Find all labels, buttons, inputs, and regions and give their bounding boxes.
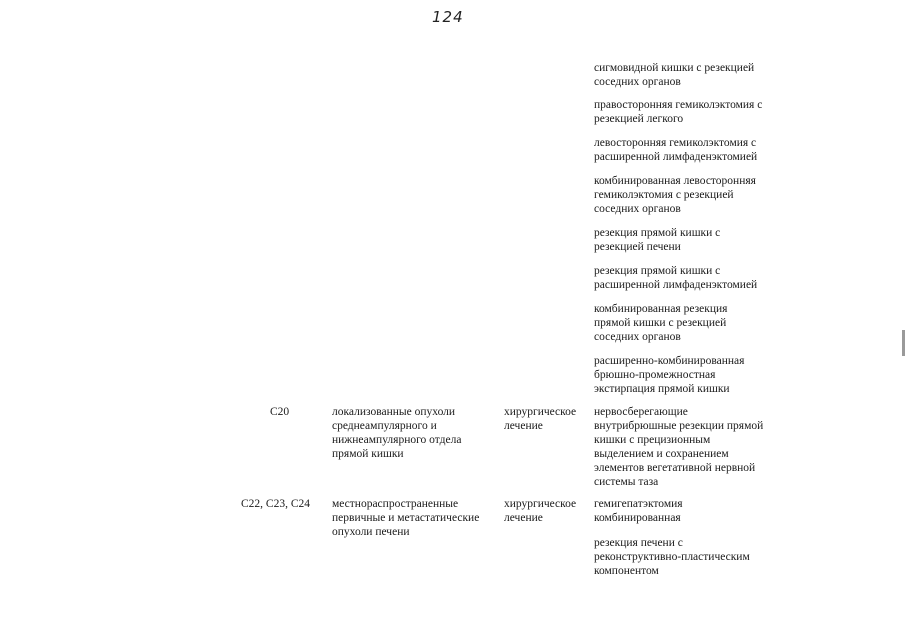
procedure-item: сигмовидной кишки с резекцией соседних органов	[594, 62, 755, 88]
procedure-item: правосторонняя гемиколэктомия с резекцией легкого	[594, 99, 763, 125]
procedure-item: резекция прямой кишки с резекцией печени	[594, 227, 721, 253]
diagnosis-code: C22, C23, C24	[241, 498, 311, 510]
procedure-item: левосторонняя гемиколэктомия с расширенной лимфаденэктомией	[594, 137, 758, 163]
procedure-item: гемигепатэктомия комбинированная	[594, 498, 683, 524]
procedure-item: резекция печени с реконструктивно-пластическим компонентом	[594, 537, 750, 577]
procedure-item: резекция прямой кишки с расширенной лимфаденэктомией	[594, 265, 758, 291]
procedure-item: расширенно-комбинированная брюшно-промежностная экстирпация прямой кишки	[594, 355, 745, 395]
treatment-type: хирургическое лечение	[504, 498, 577, 524]
diagnosis-code: C20	[270, 406, 290, 418]
treatment-type: хирургическое лечение	[504, 406, 577, 432]
page-number: 124	[432, 8, 464, 26]
procedure-item: комбинированная резекция прямой кишки с резекцией соседних органов	[594, 303, 728, 343]
procedure-item: комбинированная левосторонняя гемиколэктомия с резекцией соседних органов	[594, 175, 756, 215]
diagnosis-description: локализованные опухоли среднеампулярного и нижнеампулярного отдела прямой кишки	[332, 406, 462, 460]
procedure-item: нервосберегающие внутрибрюшные резекции прямой кишки с прецизионным выделением и сохранением элементов вегетативной нервной системы таза	[594, 406, 764, 488]
diagnosis-description: местнораспространенные первичные и метастатические опухоли печени	[332, 498, 480, 538]
